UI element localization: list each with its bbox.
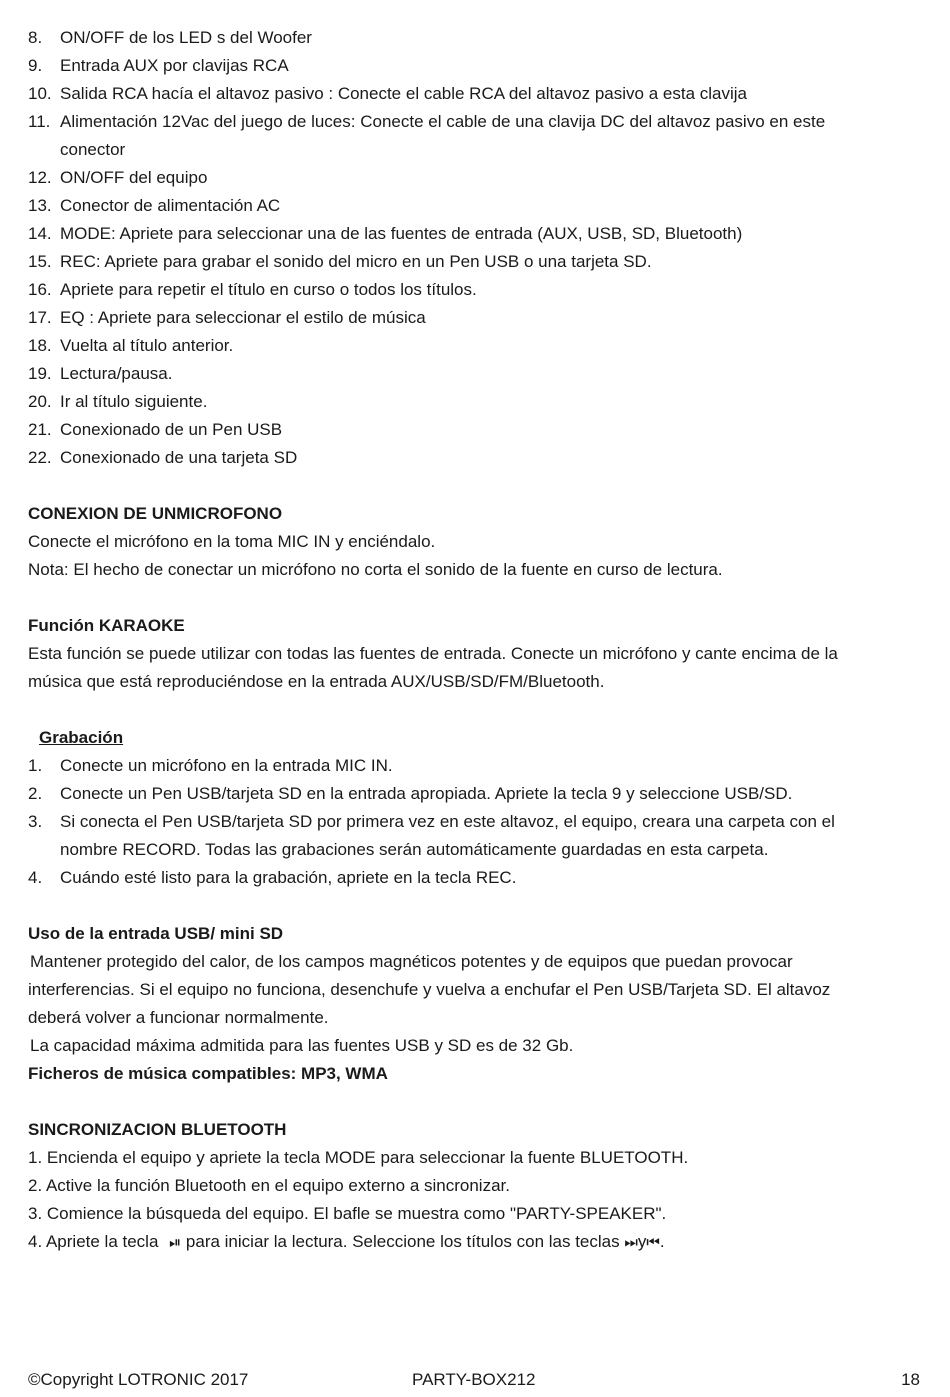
paragraph-line <box>28 668 922 696</box>
list-item <box>28 332 922 360</box>
paragraph-line <box>28 528 922 556</box>
paragraph-text-part: 4. Apriete la tecla <box>28 1232 159 1251</box>
paragraph-line <box>28 976 922 1004</box>
item-number: 13. <box>28 196 52 215</box>
item-number: 17. <box>28 308 52 327</box>
item-number: 22. <box>28 448 52 467</box>
list-item <box>28 752 922 780</box>
item-text: Conecte un micrófono en la entrada MIC IN. <box>60 756 393 775</box>
paragraph-text: Nota: El hecho de conectar un micrófono no corta el sonido de la fuente en curso de lectura. <box>28 560 723 579</box>
paragraph-text: Esta función se puede utilizar con todas las fuentes de entrada. Conecte un micrófono y cante encima de la <box>28 644 838 663</box>
list-item <box>28 52 922 80</box>
karaoke-heading <box>28 612 922 640</box>
list-item <box>28 388 922 416</box>
paragraph-text: 2. Active la función Bluetooth en el equipo externo a sincronizar. <box>28 1176 510 1195</box>
item-number: 4. <box>28 868 43 887</box>
item-text: MODE: Apriete para seleccionar una de las fuentes de entrada (AUX, USB, SD, Bluetooth) <box>60 224 743 243</box>
list-item <box>28 24 922 52</box>
item-text: ON/OFF de los LED s del Woofer <box>60 28 312 47</box>
paragraph-line <box>28 1200 922 1228</box>
item-text: Conexionado de una tarjeta SD <box>60 448 298 467</box>
list-item <box>28 248 922 276</box>
item-number: 16. <box>28 280 52 299</box>
paragraph-line <box>28 1004 922 1032</box>
item-text: Vuelta al título anterior. <box>60 336 234 355</box>
item-number: 21. <box>28 420 52 439</box>
list-item <box>28 780 922 808</box>
paragraph-text: 1. Encienda el equipo y apriete la tecla MODE para seleccionar la fuente BLUETOOTH. <box>28 1148 689 1167</box>
paragraph-text: interferencias. Si el equipo no funciona, desenchufe y vuelva a enchufar el Pen USB/Tarjeta SD. El altavoz <box>28 980 831 999</box>
item-text: nombre RECORD. Todas las grabaciones serán automáticamente guardadas en esta carpeta. <box>60 840 769 859</box>
list-item <box>28 304 922 332</box>
paragraph-text: deberá volver a funcionar normalmente. <box>28 1008 329 1027</box>
item-number: 1. <box>28 756 43 775</box>
paragraph-text-part: y <box>637 1232 647 1251</box>
next-track-icon: ⏭ <box>624 1234 638 1251</box>
list-item <box>28 108 922 136</box>
item-text: Si conecta el Pen USB/tarjeta SD por primera vez en este altavoz, el equipo, creara una carpeta con el <box>60 812 835 831</box>
paragraph-text-part: para iniciar la lectura. Seleccione los títulos con las teclas <box>185 1232 620 1251</box>
item-number: 8. <box>28 28 43 47</box>
item-text: Salida RCA hacía el altavoz pasivo : Conecte el cable RCA del altavoz pasivo a esta clavija <box>60 84 747 103</box>
bluetooth-heading <box>28 1116 922 1144</box>
heading-text: Uso de la entrada USB/ mini SD <box>28 924 284 943</box>
paragraph-text-part: . <box>659 1232 665 1251</box>
item-number: 2. <box>28 784 43 803</box>
item-number: 18. <box>28 336 52 355</box>
item-number: 19. <box>28 364 52 383</box>
paragraph-text <box>28 1228 665 1257</box>
list-item <box>28 444 922 472</box>
heading-text: SINCRONIZACION BLUETOOTH <box>28 1120 287 1139</box>
item-text: REC: Apriete para grabar el sonido del micro en un Pen USB o una tarjeta SD. <box>60 252 652 271</box>
item-text: Apriete para repetir el título en curso o todos los títulos. <box>60 280 477 299</box>
item-text: Conexionado de un Pen USB <box>60 420 283 439</box>
item-text: Ir al título siguiente. <box>60 392 208 411</box>
list-item <box>28 276 922 304</box>
paragraph-line <box>28 1228 922 1256</box>
grabacion-heading <box>28 724 922 752</box>
item-number: 10. <box>28 84 52 103</box>
footer-model: PARTY-BOX212 <box>412 1370 536 1389</box>
list-item <box>28 220 922 248</box>
item-text: EQ : Apriete para seleccionar el estilo de música <box>60 308 426 327</box>
item-text: Lectura/pausa. <box>60 364 173 383</box>
item-text: Alimentación 12Vac del juego de luces: Conecte el cable de una clavija DC del altavoz pasivo en este <box>60 112 826 131</box>
item-number: 14. <box>28 224 52 243</box>
paragraph-line <box>28 1032 922 1060</box>
paragraph-text: Mantener protegido del calor, de los campos magnéticos potentes y de equipos que puedan provocar <box>30 952 793 971</box>
item-text: ON/OFF del equipo <box>60 168 208 187</box>
microfono-heading <box>28 500 922 528</box>
list-item <box>28 164 922 192</box>
list-item <box>28 360 922 388</box>
item-number: 11. <box>28 112 51 131</box>
paragraph-line <box>28 1172 922 1200</box>
heading-text: Función KARAOKE <box>28 616 185 635</box>
item-text: conector <box>60 140 126 159</box>
item-text: Conecte un Pen USB/tarjeta SD en la entrada apropiada. Apriete la tecla 9 y seleccione USB/SD. <box>60 784 793 803</box>
usb-heading <box>28 920 922 948</box>
heading-text: Grabación <box>39 728 124 747</box>
list-item <box>28 864 922 892</box>
page-number: 18 <box>901 1370 920 1389</box>
list-item-continuation <box>28 136 922 164</box>
list-item <box>28 80 922 108</box>
heading-text: CONEXION DE UNMICROFONO <box>28 504 283 523</box>
paragraph-line <box>28 1144 922 1172</box>
paragraph-line <box>28 948 922 976</box>
play-pause-icon: ⏯ <box>169 1234 182 1251</box>
list-item <box>28 808 922 836</box>
list-item <box>28 192 922 220</box>
paragraph-text: 3. Comience la búsqueda del equipo. El bafle se muestra como "PARTY-SPEAKER". <box>28 1204 667 1223</box>
paragraph-text: La capacidad máxima admitida para las fuentes USB y SD es de 32 Gb. <box>30 1036 574 1055</box>
compatible-formats <box>28 1060 922 1088</box>
paragraph-text: Conecte el micrófono en la toma MIC IN y enciéndalo. <box>28 532 436 551</box>
footer-copyright: ©Copyright LOTRONIC 2017 <box>28 1370 249 1389</box>
item-text: Entrada AUX por clavijas RCA <box>60 56 289 75</box>
list-item <box>28 416 922 444</box>
item-number: 3. <box>28 812 43 831</box>
item-number: 12. <box>28 168 52 187</box>
paragraph-text: música que está reproduciéndose en la entrada AUX/USB/SD/FM/Bluetooth. <box>28 672 605 691</box>
item-text: Cuándo esté listo para la grabación, apriete en la tecla REC. <box>60 868 517 887</box>
item-number: 9. <box>28 56 43 75</box>
paragraph-line <box>28 640 922 668</box>
list-item-continuation <box>28 836 922 864</box>
paragraph-text: Ficheros de música compatibles: MP3, WMA <box>28 1064 388 1083</box>
item-number: 15. <box>28 252 52 271</box>
previous-track-icon: ⏮ <box>646 1234 660 1251</box>
item-text: Conector de alimentación AC <box>60 196 281 215</box>
item-number: 20. <box>28 392 52 411</box>
paragraph-line <box>28 556 922 584</box>
